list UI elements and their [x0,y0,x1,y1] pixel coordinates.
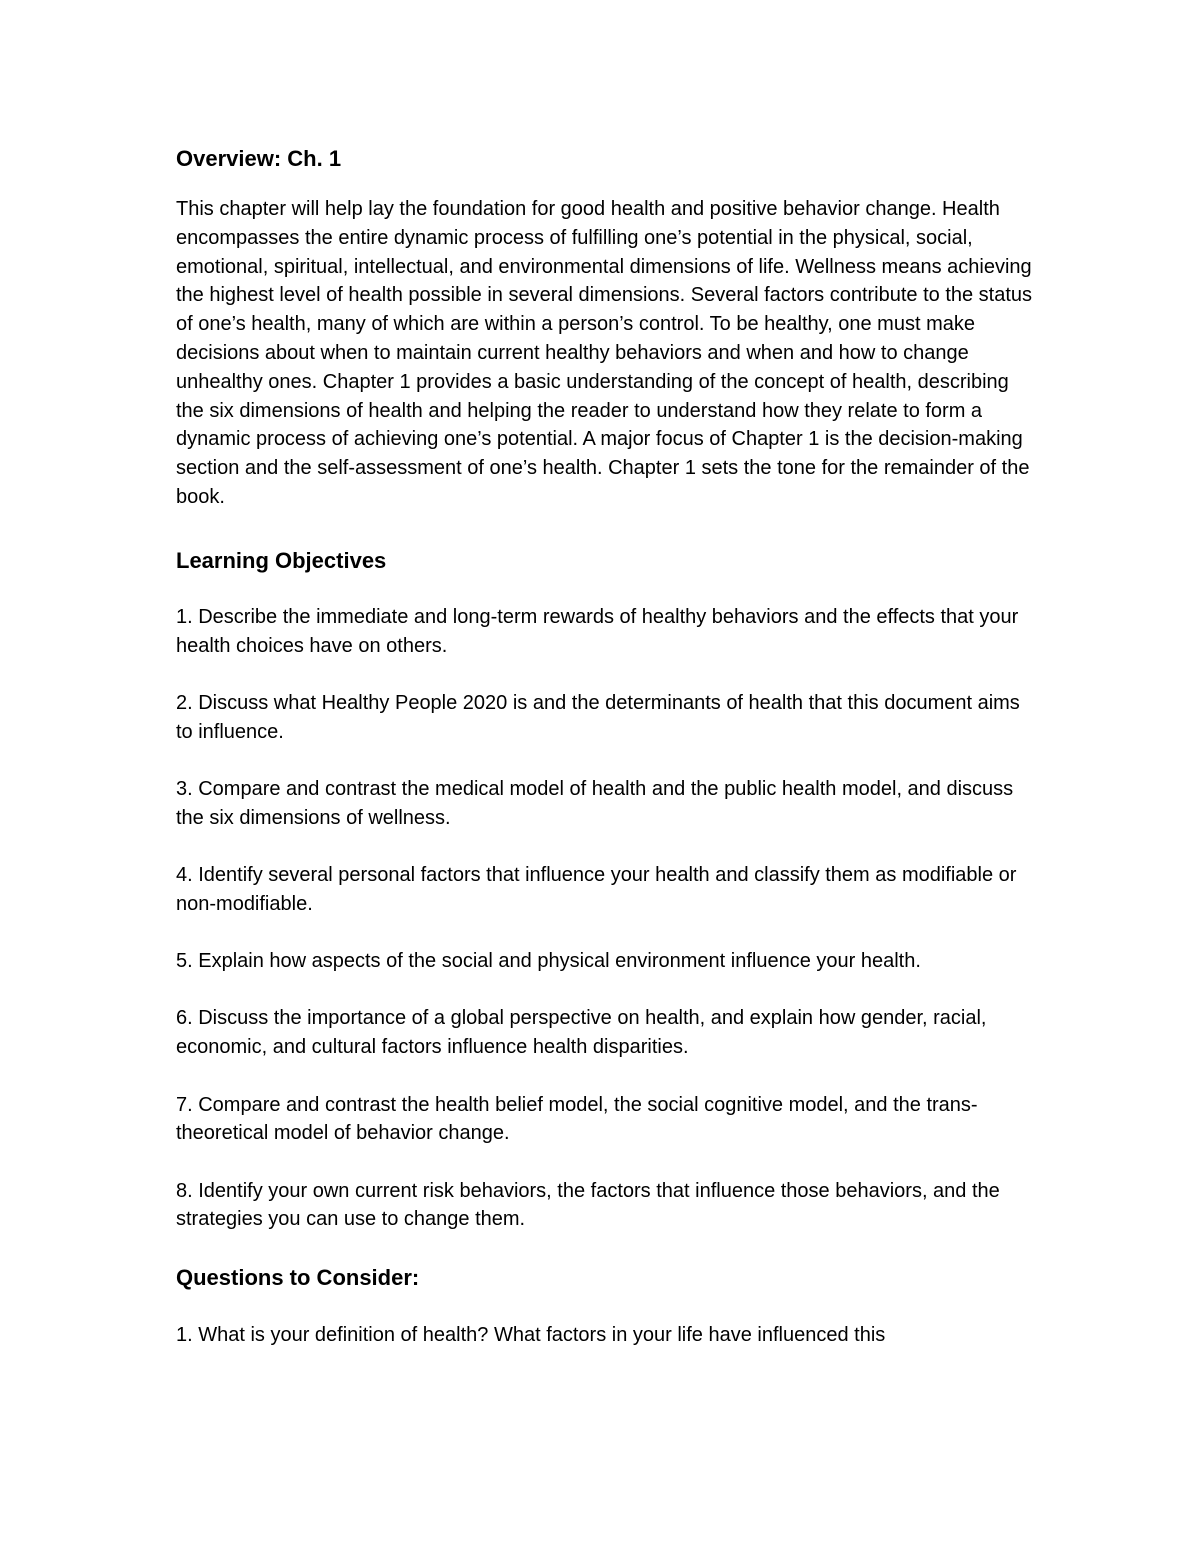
objective-7: 7. Compare and contrast the health belief model, the social cognitive model, and the trans-theoretical model of behavior change. [176,1093,978,1145]
overview-paragraph: This chapter will help lay the foundation for good health and positive behavior change. Health encompasses the entire dynamic process of fulfilling one’s potential in the physical, social, emotional, spiritual, intellectual, and environmental dimensions of life. Wellness means achieving the highest level of health possible in several dimensions. Several factors contribute to the status of one’s health, many of which are within a person’s control. To be healthy, one must make decisions about when to maintain current healthy behaviors and when and how to change unhealthy ones. Chapter 1 provides a basic understanding of the concept of health, describing the six dimensions of health and helping the reader to understand how they relate to form a dynamic process of achieving one’s potential. A major focus of Chapter 1 is the decision-making section and the self-assessment of one’s health. Chapter 1 sets the tone for the remainder of the book. [176,198,1033,508]
objective-4: 4. Identify several personal factors that influence your health and classify them as modifiable or non-modifiable. [176,864,1017,915]
objective-6: 6. Discuss the importance of a global perspective on health, and explain how gender, racial, economic, and cultural factors influence health disparities. [176,1007,987,1059]
questions-heading: Questions to Consider: [176,1264,420,1290]
questions-list [176,1321,1036,1350]
objective-2: 2. Discuss what Healthy People 2020 is and the determinants of health that this document aims to influence. [176,691,1020,743]
learning-objectives-list [176,603,1036,1234]
question-1: 1. What is your definition of health? What factors in your life have influenced this [176,1323,886,1346]
document-page [176,140,1036,1350]
objective-1: 1. Describe the immediate and long-term rewards of healthy behaviors and the effects that your health choices have on others. [176,605,1019,657]
learning-objectives-heading: Learning Objectives [176,547,387,573]
objective-8: 8. Identify your own current risk behaviors, the factors that influence those behaviors, and the strategies you can use to change them. [176,1179,1000,1231]
objective-3: 3. Compare and contrast the medical model of health and the public health model, and discuss the six dimensions of wellness. [176,777,1014,829]
overview-heading: Overview: Ch. 1 [176,146,342,171]
objective-5: 5. Explain how aspects of the social and physical environment influence your health. [176,950,921,973]
